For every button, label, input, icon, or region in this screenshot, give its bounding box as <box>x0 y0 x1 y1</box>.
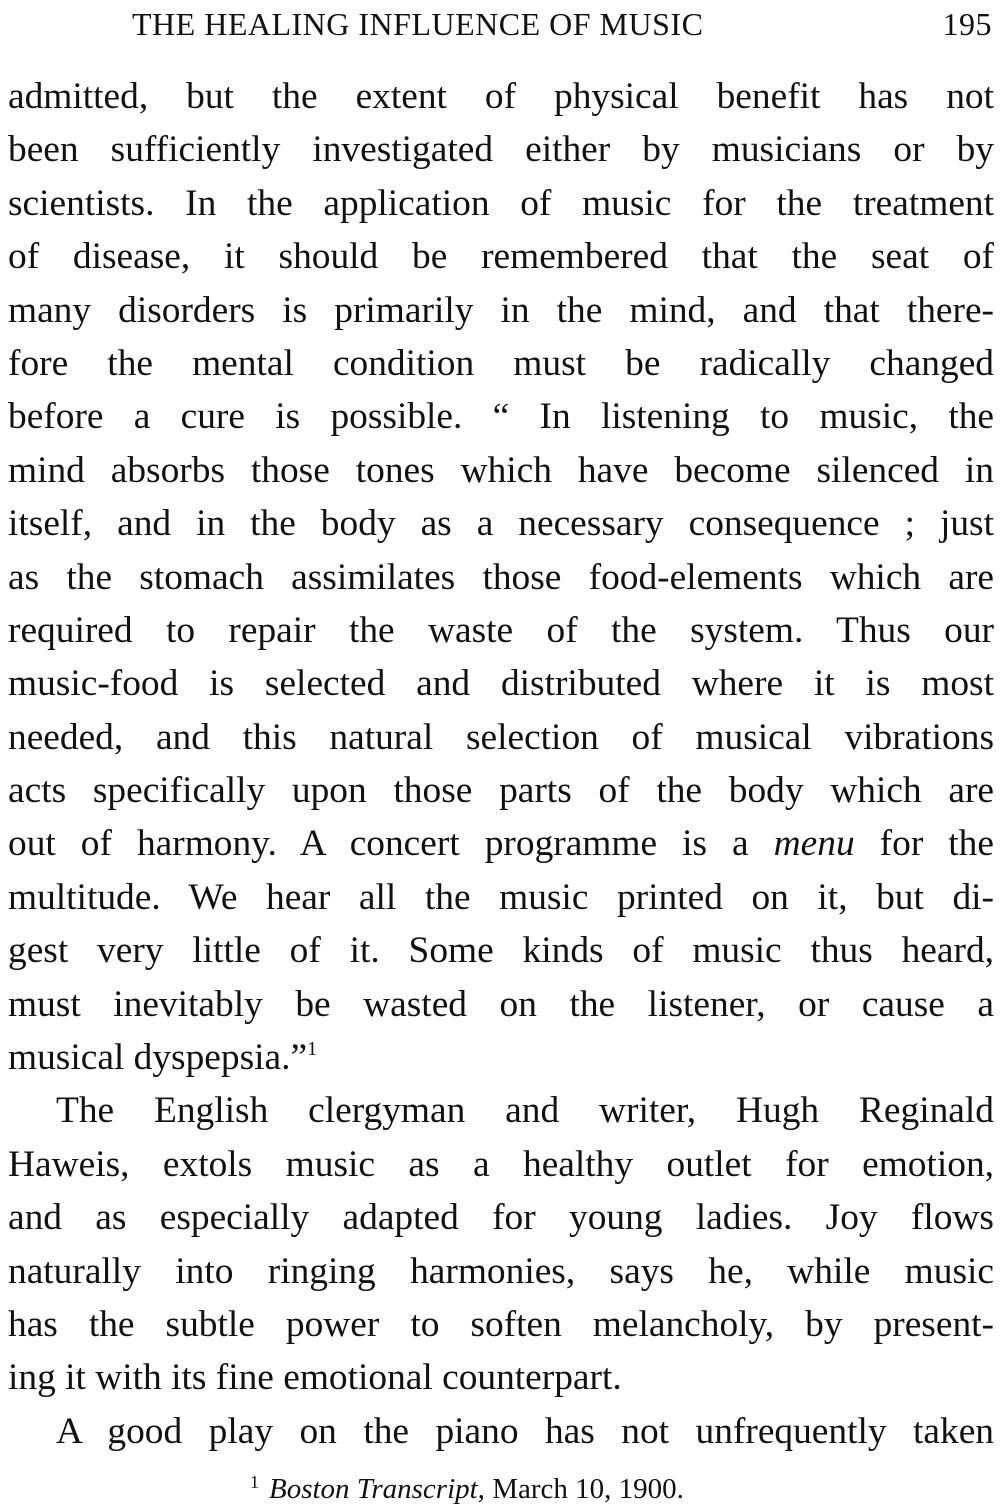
text-line: music-food is selected and distributed where it is most <box>8 663 994 705</box>
text-line: fore the mental condition must be radically changed <box>8 342 994 384</box>
footnote <box>250 1462 684 1509</box>
text-line-paragraph-end: ing it with its fine emotional counterpart. <box>8 1357 622 1399</box>
text-line: needed, and this natural selection of musical vibrations <box>8 716 994 758</box>
footnote-mark: 1 <box>250 1472 259 1492</box>
page-number: 195 <box>942 6 992 42</box>
text-line: many disorders is primarily in the mind, and that there- <box>8 289 994 331</box>
text-line: naturally into ringing harmonies, says he, while music <box>8 1250 994 1292</box>
footnote-source: Boston Transcript, <box>269 1473 485 1505</box>
text-line: required to repair the waste of the system. Thus our <box>8 609 994 651</box>
footnote-reference: 1 <box>307 1038 318 1061</box>
text-line: multitude. We hear all the music printed on it, but di- <box>8 876 994 918</box>
text-line-paragraph-end <box>8 1031 994 1084</box>
text-line: been sufficiently investigated either by musicians or by <box>8 129 994 171</box>
italic-word-menu: menu <box>773 823 855 865</box>
text-line-menu <box>8 817 994 870</box>
text-fragment: for the <box>879 823 994 865</box>
text-line: mind absorbs those tones which have become silenced in <box>8 449 994 491</box>
text-line: Haweis, extols music as a healthy outlet for emotion, <box>8 1143 994 1185</box>
running-head <box>0 4 1000 44</box>
text-fragment: musical dyspepsia.” <box>8 1037 308 1079</box>
text-line: scientists. In the application of music for the treatment <box>8 182 994 224</box>
text-line: of disease, it should be remembered that the seat of <box>8 236 994 278</box>
body-text <box>8 70 994 1458</box>
text-line: itself, and in the body as a necessary consequence ; just <box>8 503 994 545</box>
text-line: and as especially adapted for young ladies. Joy flows <box>8 1197 994 1239</box>
text-line: before a cure is possible. “ In listening to music, the <box>8 396 994 438</box>
text-line: admitted, but the extent of physical benefit has not <box>8 76 994 117</box>
text-line: gest very little of it. Some kinds of music thus heard, <box>8 930 994 972</box>
text-line-paragraph-start: The English clergyman and writer, Hugh Reginald <box>56 1090 994 1132</box>
text-line: must inevitably be wasted on the listener, or cause a <box>8 983 994 1025</box>
running-title: THE HEALING INFLUENCE OF MUSIC <box>132 6 704 42</box>
text-line: acts specifically upon those parts of the body which are <box>8 770 994 812</box>
footnote-date: March 10, 1900. <box>492 1473 684 1505</box>
text-line: has the subtle power to soften melancholy, by present- <box>8 1303 994 1345</box>
text-line: as the stomach assimilates those food-elements which are <box>8 556 994 598</box>
text-fragment: out of harmony. A concert programme is a <box>8 823 749 865</box>
text-line-paragraph-start: A good play on the piano has not unfrequently taken <box>56 1410 994 1452</box>
